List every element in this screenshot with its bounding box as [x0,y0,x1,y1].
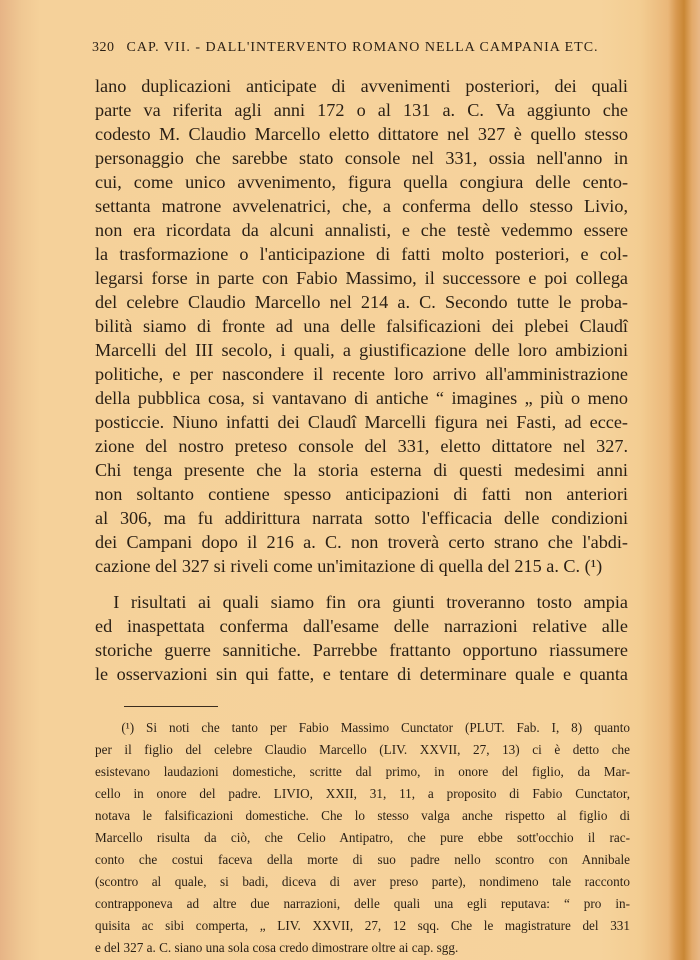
body-line: codesto M. Claudio Marcello eletto dittatore nel 327 è quello stesso [95,124,628,144]
footnote-line: notava le falsificazioni domestiche. Che lo stesso valga anche rispetto al figlio di [95,808,630,823]
body-line: la trasformazione o l'anticipazione di fatti molto posteriori, e col- [95,244,628,264]
body-line: zione del nostro preteso console del 331, eletto dittatore nel 327. [95,436,628,456]
footnote-line: quisita ac sibi comperta, „ LIV. XXVII, 27, 12 sqq. Che le magistrature del 331 [95,918,630,933]
body-line: ed inaspettata conferma dall'esame delle narrazioni relative alle [95,616,628,636]
body-line: della pubblica cosa, si vantavano di antiche “ imagines „ più o meno [95,388,628,408]
footnote-line: cello in onore del padre. LIVIO, XXII, 31, 11, a proposito di Fabio Cunctator, [95,786,630,801]
footnote-line: esistevano laudazioni domestiche, scritte dal primo, in onore del figlio, da Mar- [95,764,630,779]
body-line: non soltanto contiene spesso anticipazioni di fatti non anteriori [95,484,628,504]
page-number: 320 [92,40,115,55]
body-line: settanta matrone avvelenatrici, che, a conferma dello stesso Livio, [95,196,628,216]
footnote-line: contrapponeva ad altre due narrazioni, delle quali una egli reputava: “ pro in- [95,896,630,911]
body-line: lano duplicazioni anticipate di avvenimenti posteriori, dei quali [95,76,628,96]
footnote-line: per il figlio del celebre Claudio Marcello (LIV. XXVII, 27, 13) ci è detto che [95,742,630,757]
page-header [92,40,636,56]
body-line: cui, come unico avvenimento, figura quella congiura delle cento- [95,172,628,192]
body-line: non era ricordata da alcuni annalisti, e che testè vedemmo essere [95,220,628,240]
body-line: del celebre Claudio Marcello nel 214 a. C. Secondo tutte le proba- [95,292,628,312]
body-line: personaggio che sarebbe stato console nel 331, ossia nell'anno in [95,148,628,168]
body-line: le osservazioni sin qui fatte, e tentare di determinare quale e quanta [95,664,628,684]
body-line: Chi tenga presente che la storia esterna di questi medesimi anni [95,460,628,480]
body-line: bilità siamo di fronte ad una delle falsificazioni dei plebei Claudî [95,316,628,336]
footnote-divider [124,706,218,707]
body-line: I risultati ai quali siamo fin ora giunti troveranno tosto ampia [95,592,628,612]
body-line: al 306, ma fu addirittura narrata sotto l'efficacia delle condizioni [95,508,628,528]
body-line: politiche, e per nascondere il recente loro arrivo all'amministrazione [95,364,628,384]
footnote-line: (¹) Si noti che tanto per Fabio Massimo Cunctator (PLUT. Fab. I, 8) quanto [95,720,630,735]
body-line: storiche guerre sannitiche. Parrebbe frattanto opportuno riassumere [95,640,628,660]
body-line: cazione del 327 si riveli come un'imitazione di quella del 215 a. C. (¹) [95,556,603,576]
footnote-line: (scontro al quale, si badi, diceva di aver preso parte), nondimeno tale racconto [95,874,630,889]
body-line: posticcie. Niuno infatti dei Claudî Marcelli figura nei Fasti, ad ecce- [95,412,628,432]
body-line: legarsi forse in parte con Fabio Massimo, il successore e poi collega [95,268,628,288]
body-line: Marcelli del III secolo, i quali, a giustificazione delle loro ambizioni [95,340,628,360]
footnote-line: conto che costui faceva della morte di suo padre nello scontro con Annibale [95,852,630,867]
footnote-line: Marcello risulta da ciò, che Celio Antipatro, che pure ebbe sott'occhio il rac- [95,830,630,845]
footnote-line: e del 327 a. C. siano una sola cosa credo dimostrare oltre ai cap. sgg. [95,940,459,955]
running-title: CAP. VII. - DALL'INTERVENTO ROMANO NELLA CAMPANIA ETC. [126,40,599,55]
body-line: parte va riferita agli anni 172 o al 131 a. C. Va aggiunto che [95,100,628,120]
body-line: dei Campani dopo il 216 a. C. non troverà certo strano che l'abdi- [95,532,628,552]
